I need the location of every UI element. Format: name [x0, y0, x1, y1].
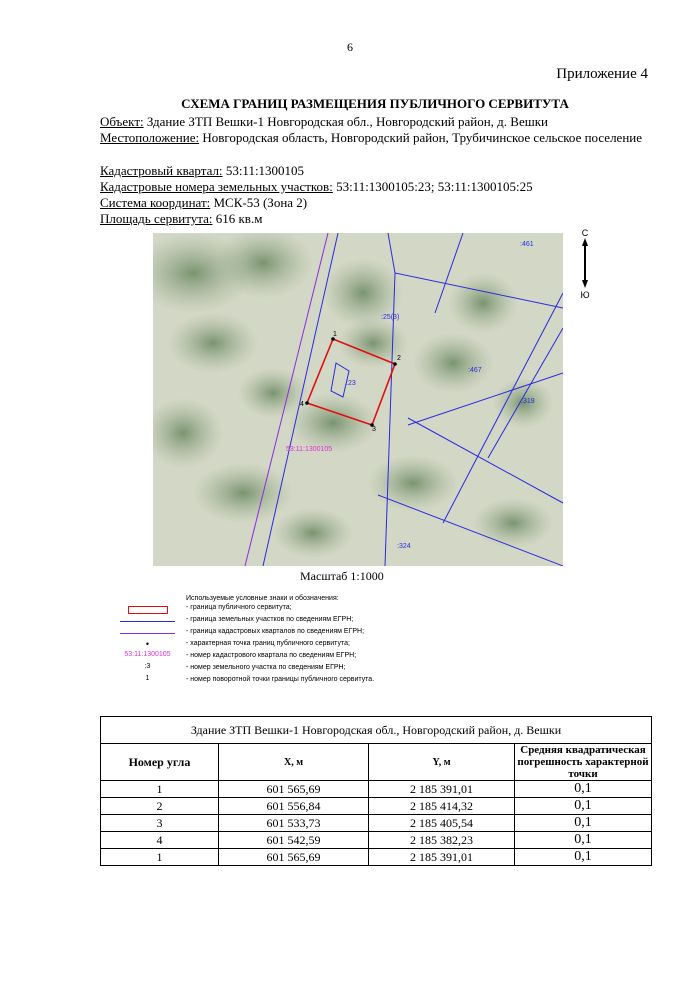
header-y: Y, м: [369, 744, 515, 781]
corner-number-cell: 1: [101, 849, 219, 866]
point-label-1: 1: [333, 331, 337, 338]
quarter-label: Кадастровый квартал:: [100, 163, 223, 178]
error-cell: 0,1: [515, 798, 652, 815]
y-cell: 2 185 414,32: [369, 798, 515, 815]
coordinates-table: [100, 716, 652, 866]
point-label-2: 2: [397, 355, 401, 362]
x-cell: 601 533,73: [219, 815, 369, 832]
y-cell: 2 185 405,54: [369, 815, 515, 832]
area-line: [100, 211, 660, 227]
error-cell: 0,1: [515, 849, 652, 866]
parcels-label: Кадастровые номера земельных участков:: [100, 179, 333, 194]
parcel-label-23: :23: [346, 380, 356, 387]
coords-line: [100, 195, 660, 211]
legend-item-quarter-number: 53:11:1300105 - номер кадастрового квартала по сведениям ЕГРН;: [124, 651, 357, 659]
y-cell: 2 185 391,01: [369, 781, 515, 798]
legend-header: Используемые условные знаки и обозначения:: [186, 595, 339, 602]
corner-number-cell: 3: [101, 815, 219, 832]
header-error: Средняя квадратическая погрешность характерной точки: [515, 744, 652, 781]
parcels-line: [100, 179, 660, 195]
error-cell: 0,1: [515, 832, 652, 849]
quarter-value: 53:11:1300105: [222, 163, 305, 178]
appendix-label: Приложение 4: [556, 66, 648, 82]
header-corner-number: Номер угла: [101, 744, 219, 781]
north-label: С: [581, 228, 589, 238]
header-x: X, м: [219, 744, 369, 781]
x-cell: 601 556,84: [219, 798, 369, 815]
corner-number-cell: 2: [101, 798, 219, 815]
x-cell: 601 565,69: [219, 781, 369, 798]
parcel-label-25-3: :25(3): [381, 314, 400, 321]
location-label: Местоположение:: [100, 130, 200, 145]
parcel-label-461: :461: [520, 241, 534, 248]
object-label: Объект:: [100, 114, 144, 129]
area-value: 616 кв.м: [212, 211, 263, 226]
location-value: Новгородская область, Новгородский район, Трубичинское сельское поселение: [199, 130, 643, 145]
legend-item-servitude: - граница публичного сервитута;: [120, 603, 460, 615]
table-row: [101, 832, 652, 849]
document-title: СХЕМА ГРАНИЦ РАЗМЕЩЕНИЯ ПУБЛИЧНОГО СЕРВИТУТА: [181, 96, 569, 111]
legend-item-parcel: - граница земельных участков по сведениям ЕГРН;: [120, 615, 460, 627]
quarter-line-icon: [120, 633, 175, 634]
legend-item-parcel-number: :3 - номер земельного участка по сведениям ЕГРН;: [144, 663, 346, 671]
area-label: Площадь сервитута:: [100, 211, 213, 226]
table-row: [101, 798, 652, 815]
x-cell: 601 565,69: [219, 849, 369, 866]
y-cell: 2 185 391,01: [369, 849, 515, 866]
table-row: [101, 815, 652, 832]
parcel-label-467: :467: [468, 367, 482, 374]
table-body: [101, 781, 652, 866]
point-symbol-icon: •: [145, 639, 150, 649]
object-value: Здание ЗТП Вешки-1 Новгородская обл., Новгородский район, д. Вешки: [143, 114, 548, 129]
legend: [120, 594, 460, 694]
legend-item-point-number: 1 - номер поворотной точки границы публичного сервитута.: [145, 675, 375, 683]
point-label-4: 4: [300, 401, 304, 408]
y-cell: 2 185 382,23: [369, 832, 515, 849]
quarter-label: 53:11:1300105: [286, 446, 333, 453]
table-caption: Здание ЗТП Вешки-1 Новгородская обл., Новгородский район, д. Вешки: [101, 717, 652, 744]
error-cell: 0,1: [515, 815, 652, 832]
table-row: [101, 781, 652, 798]
coords-label: Система координат:: [100, 195, 211, 210]
legend-item-point: • - характерная точка границ публичного сервитута;: [120, 639, 460, 651]
south-label: Ю: [580, 290, 590, 300]
compass-arrow-icon: [581, 238, 589, 288]
north-arrow: [575, 228, 595, 308]
object-line: [100, 114, 660, 130]
map-scale: Масштаб 1:1000: [300, 569, 384, 583]
location-line: [100, 130, 660, 146]
table-row: [101, 849, 652, 866]
error-cell: 0,1: [515, 781, 652, 798]
parcel-line-icon: [120, 621, 175, 622]
corner-number-cell: 1: [101, 781, 219, 798]
quarter-line: [100, 163, 660, 179]
x-cell: 601 542,59: [219, 832, 369, 849]
corner-number-cell: 4: [101, 832, 219, 849]
point-label-3: 3: [372, 426, 376, 433]
corner-point-2: [393, 362, 397, 366]
satellite-map: [153, 233, 563, 566]
legend-item-quarter: - граница кадастровых кварталов по сведениям ЕГРН;: [120, 627, 460, 639]
servitude-symbol-icon: [128, 606, 168, 614]
corner-point-4: [305, 401, 309, 405]
coords-value: МСК-53 (Зона 2): [210, 195, 308, 210]
page-number: 6: [347, 40, 353, 54]
parcel-label-319: :319: [521, 398, 535, 405]
parcels-value: 53:11:1300105:23; 53:11:1300105:25: [332, 179, 533, 194]
parcel-label-324: :324: [397, 543, 411, 550]
